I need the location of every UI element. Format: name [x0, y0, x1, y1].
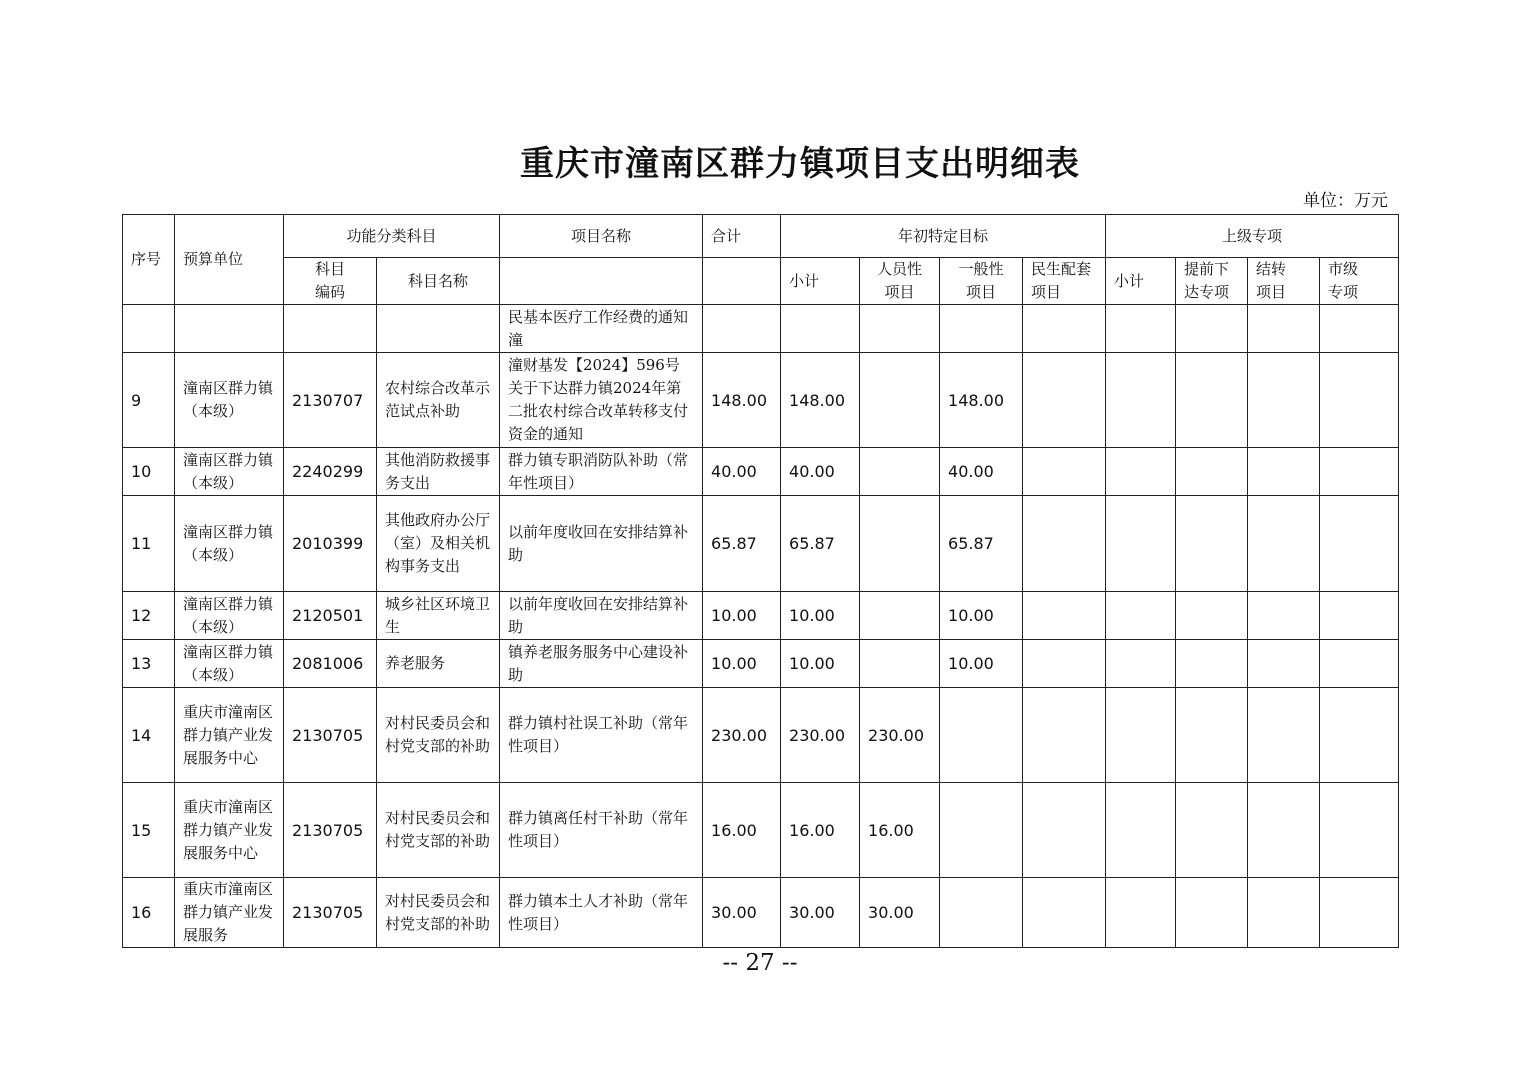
cell-subject: 对村民委员会和村党支部的补助: [377, 688, 500, 783]
header-seq: 序号: [123, 215, 175, 305]
table-row: [123, 448, 1399, 496]
header-subject-name: 科目名称: [377, 258, 500, 305]
table-row: [123, 353, 1399, 448]
cell-total: 65.87: [703, 496, 781, 592]
cell-livelihood: [1023, 878, 1106, 948]
cell-livelihood: [1023, 448, 1106, 496]
cell-code: [284, 305, 377, 353]
cell-seq: 9: [123, 353, 175, 448]
header-city: 市级 专项: [1320, 258, 1399, 305]
cell-advance: [1176, 878, 1248, 948]
cell-init-subtotal: 148.00: [781, 353, 860, 448]
cell-city: [1320, 448, 1399, 496]
cell-unit: 潼南区群力镇（本级）: [175, 592, 284, 640]
cell-city: [1320, 878, 1399, 948]
cell-city: [1320, 353, 1399, 448]
cell-general: 10.00: [940, 640, 1023, 688]
header-livelihood: 民生配套 项目: [1023, 258, 1106, 305]
cell-project: 民基本医疗工作经费的通知潼: [500, 305, 703, 353]
cell-sup-subtotal: [1106, 353, 1176, 448]
cell-livelihood: [1023, 592, 1106, 640]
cell-general: [940, 878, 1023, 948]
table-row: [123, 592, 1399, 640]
cell-init-subtotal: 10.00: [781, 592, 860, 640]
cell-sup-subtotal: [1106, 592, 1176, 640]
cell-advance: [1176, 305, 1248, 353]
cell-subject: 对村民委员会和村党支部的补助: [377, 878, 500, 948]
cell-personnel: 230.00: [860, 688, 940, 783]
cell-unit: 重庆市潼南区群力镇产业发展服务中心: [175, 688, 284, 783]
header-total-blank: [703, 258, 781, 305]
cell-total: 10.00: [703, 640, 781, 688]
cell-city: [1320, 305, 1399, 353]
table-row: [123, 496, 1399, 592]
cell-code: 2130705: [284, 783, 377, 878]
cell-carryover: [1248, 878, 1320, 948]
page-title: 重庆市潼南区群力镇项目支出明细表: [520, 144, 1080, 184]
cell-general: [940, 783, 1023, 878]
cell-init-subtotal: 16.00: [781, 783, 860, 878]
cell-sup-subtotal: [1106, 783, 1176, 878]
table-row: [123, 688, 1399, 783]
cell-subject: 农村综合改革示范试点补助: [377, 353, 500, 448]
cell-unit: [175, 305, 284, 353]
cell-unit: 潼南区群力镇（本级）: [175, 640, 284, 688]
cell-code: 2130707: [284, 353, 377, 448]
cell-code: 2010399: [284, 496, 377, 592]
header-initial-target: 年初特定目标: [781, 215, 1106, 258]
expense-table: [122, 214, 1399, 948]
cell-livelihood: [1023, 783, 1106, 878]
header-subject-code: 科目 编码: [284, 258, 377, 305]
cell-init-subtotal: 10.00: [781, 640, 860, 688]
cell-code: 2130705: [284, 688, 377, 783]
cell-code: 2130705: [284, 878, 377, 948]
cell-project: 以前年度收回在安排结算补助: [500, 592, 703, 640]
cell-carryover: [1248, 783, 1320, 878]
cell-sup-subtotal: [1106, 640, 1176, 688]
cell-livelihood: [1023, 496, 1106, 592]
cell-unit: 潼南区群力镇（本级）: [175, 353, 284, 448]
cell-subject: [377, 305, 500, 353]
cell-advance: [1176, 640, 1248, 688]
header-advance: 提前下 达专项: [1176, 258, 1248, 305]
cell-total: 230.00: [703, 688, 781, 783]
cell-seq: 11: [123, 496, 175, 592]
cell-advance: [1176, 496, 1248, 592]
cell-project: 镇养老服务服务中心建设补助: [500, 640, 703, 688]
cell-general: [940, 305, 1023, 353]
cell-project: 群力镇本土人才补助（常年性项目）: [500, 878, 703, 948]
header-carryover: 结转 项目: [1248, 258, 1320, 305]
cell-subject: 其他消防救援事务支出: [377, 448, 500, 496]
cell-seq: 15: [123, 783, 175, 878]
cell-personnel: [860, 353, 940, 448]
cell-advance: [1176, 448, 1248, 496]
cell-total: 10.00: [703, 592, 781, 640]
unit-label: 单位：万元: [1303, 191, 1388, 211]
cell-init-subtotal: 65.87: [781, 496, 860, 592]
cell-carryover: [1248, 592, 1320, 640]
table-row: [123, 640, 1399, 688]
cell-code: 2081006: [284, 640, 377, 688]
cell-livelihood: [1023, 640, 1106, 688]
cell-subject: 养老服务: [377, 640, 500, 688]
cell-project: 群力镇离任村干补助（常年性项目）: [500, 783, 703, 878]
header-project-name: 项目名称: [500, 215, 703, 258]
cell-personnel: [860, 496, 940, 592]
cell-seq: 16: [123, 878, 175, 948]
cell-total: 40.00: [703, 448, 781, 496]
header-sup-subtotal: 小计: [1106, 258, 1176, 305]
cell-advance: [1176, 353, 1248, 448]
cell-total: 148.00: [703, 353, 781, 448]
cell-personnel: 30.00: [860, 878, 940, 948]
cell-personnel: [860, 448, 940, 496]
cell-livelihood: [1023, 305, 1106, 353]
cell-sup-subtotal: [1106, 688, 1176, 783]
cell-sup-subtotal: [1106, 305, 1176, 353]
cell-code: 2120501: [284, 592, 377, 640]
cell-personnel: [860, 592, 940, 640]
cell-subject: 对村民委员会和村党支部的补助: [377, 783, 500, 878]
cell-unit: 重庆市潼南区群力镇产业发展服务中心: [175, 783, 284, 878]
table-row: [123, 305, 1399, 353]
cell-general: [940, 688, 1023, 783]
cell-advance: [1176, 783, 1248, 878]
cell-seq: [123, 305, 175, 353]
cell-project: 群力镇专职消防队补助（常年性项目）: [500, 448, 703, 496]
cell-project: 群力镇村社误工补助（常年性项目）: [500, 688, 703, 783]
cell-seq: 14: [123, 688, 175, 783]
cell-unit: 潼南区群力镇（本级）: [175, 496, 284, 592]
cell-sup-subtotal: [1106, 448, 1176, 496]
cell-advance: [1176, 688, 1248, 783]
cell-total: [703, 305, 781, 353]
cell-livelihood: [1023, 353, 1106, 448]
table-row: [123, 783, 1399, 878]
cell-city: [1320, 688, 1399, 783]
cell-sup-subtotal: [1106, 496, 1176, 592]
cell-city: [1320, 496, 1399, 592]
cell-project: 以前年度收回在安排结算补助: [500, 496, 703, 592]
cell-city: [1320, 783, 1399, 878]
cell-sup-subtotal: [1106, 878, 1176, 948]
cell-unit: 重庆市潼南区群力镇产业发展服务: [175, 878, 284, 948]
cell-carryover: [1248, 448, 1320, 496]
cell-total: 30.00: [703, 878, 781, 948]
header-personnel: 人员性 项目: [860, 258, 940, 305]
cell-personnel: [860, 305, 940, 353]
cell-carryover: [1248, 688, 1320, 783]
header-func-class: 功能分类科目: [284, 215, 500, 258]
cell-city: [1320, 640, 1399, 688]
page-number: -- 27 --: [722, 950, 798, 976]
header-general: 一般性 项目: [940, 258, 1023, 305]
cell-city: [1320, 592, 1399, 640]
cell-general: 65.87: [940, 496, 1023, 592]
cell-advance: [1176, 592, 1248, 640]
table-row: [123, 878, 1399, 948]
cell-subject: 城乡社区环境卫生: [377, 592, 500, 640]
header-total: 合计: [703, 215, 781, 258]
cell-unit: 潼南区群力镇（本级）: [175, 448, 284, 496]
cell-init-subtotal: [781, 305, 860, 353]
cell-init-subtotal: 230.00: [781, 688, 860, 783]
cell-total: 16.00: [703, 783, 781, 878]
cell-init-subtotal: 30.00: [781, 878, 860, 948]
cell-init-subtotal: 40.00: [781, 448, 860, 496]
header-project-blank: [500, 258, 703, 305]
cell-seq: 13: [123, 640, 175, 688]
cell-general: 40.00: [940, 448, 1023, 496]
header-superior: 上级专项: [1106, 215, 1399, 258]
cell-general: 148.00: [940, 353, 1023, 448]
cell-personnel: [860, 640, 940, 688]
cell-livelihood: [1023, 688, 1106, 783]
cell-personnel: 16.00: [860, 783, 940, 878]
cell-carryover: [1248, 305, 1320, 353]
cell-code: 2240299: [284, 448, 377, 496]
cell-subject: 其他政府办公厅（室）及相关机构事务支出: [377, 496, 500, 592]
cell-carryover: [1248, 496, 1320, 592]
cell-project: 潼财基发【2024】596号关于下达群力镇2024年第二批农村综合改革转移支付资金的通知: [500, 353, 703, 448]
cell-seq: 10: [123, 448, 175, 496]
header-init-subtotal: 小计: [781, 258, 860, 305]
cell-carryover: [1248, 353, 1320, 448]
cell-seq: 12: [123, 592, 175, 640]
header-unit: 预算单位: [175, 215, 284, 305]
cell-general: 10.00: [940, 592, 1023, 640]
cell-carryover: [1248, 640, 1320, 688]
